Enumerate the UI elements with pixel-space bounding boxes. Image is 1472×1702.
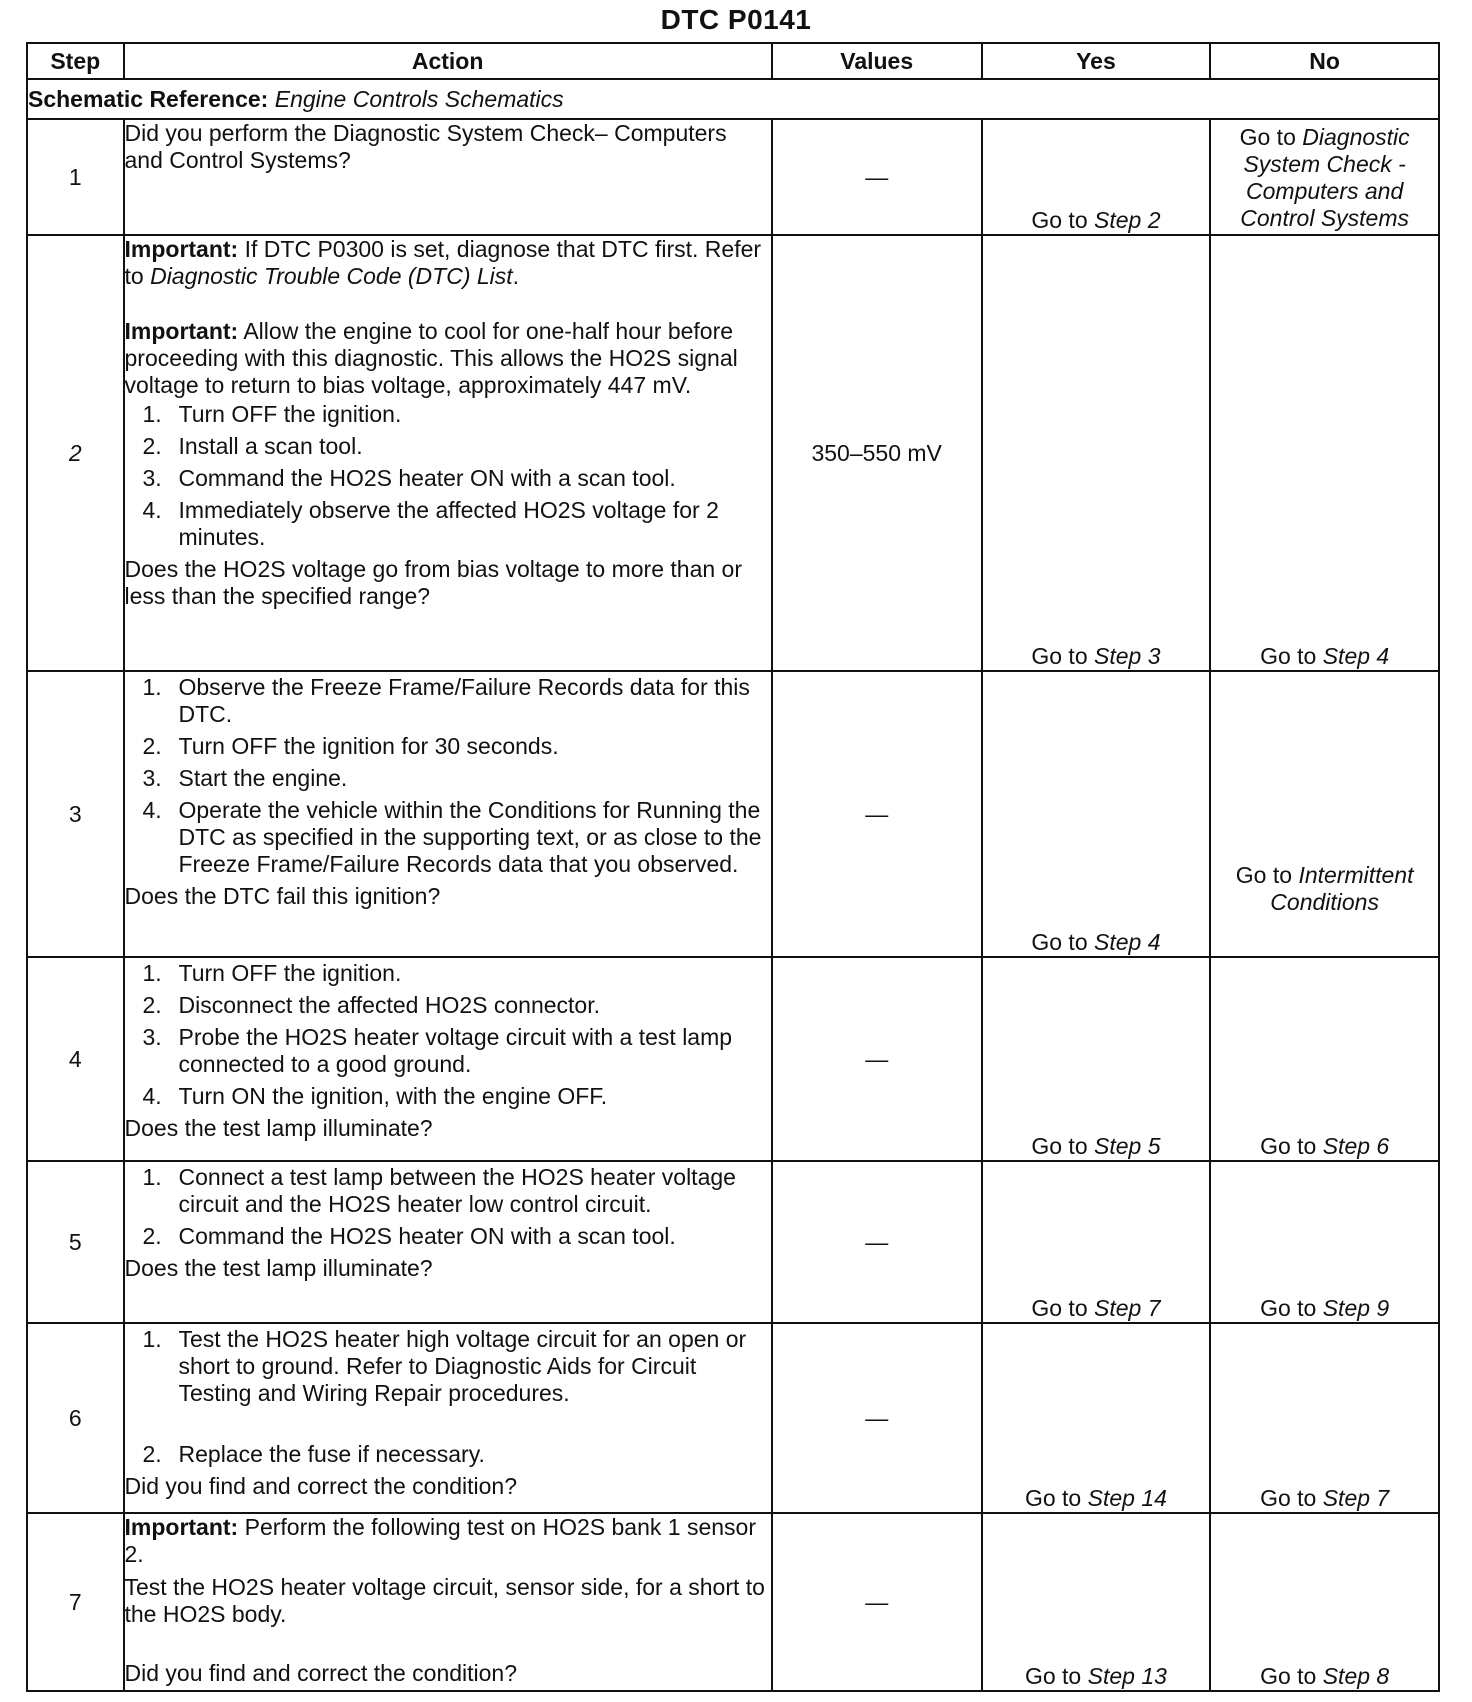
yes-link[interactable]: Step 14 bbox=[1087, 1485, 1167, 1511]
important-label: Important: bbox=[124, 236, 239, 262]
schematic-label: Schematic Reference: bbox=[28, 85, 269, 112]
no-link[interactable]: Step 7 bbox=[1322, 1485, 1390, 1511]
no-prefix: Go to bbox=[1260, 1295, 1317, 1321]
yes-prefix: Go to bbox=[1031, 929, 1088, 955]
list-item: 3. Probe the HO2S heater voltage circuit with a test lamp connected to a good ground. bbox=[142, 1024, 733, 1077]
schematic-reference-row bbox=[27, 79, 1439, 119]
no-cell bbox=[1210, 957, 1439, 1161]
list-item: 4. Immediately observe the affected HO2S voltage for 2 minutes. bbox=[142, 497, 719, 550]
important-text: Allow the engine to cool for one-half hour before proceeding with this diagnostic. This allows the HO2S signal voltage to return to bias voltage, approximately 447 mV. bbox=[124, 318, 738, 398]
list-item: 2. Disconnect the affected HO2S connector. bbox=[142, 992, 600, 1018]
list-item: 1. Connect a test lamp between the HO2S heater voltage circuit and the HO2S heater low control circuit. bbox=[142, 1164, 736, 1217]
step-number: 4 bbox=[27, 957, 124, 1161]
list-item: 1. Observe the Freeze Frame/Failure Records data for this DTC. bbox=[142, 674, 750, 727]
list-item: 3. Command the HO2S heater ON with a scan tool. bbox=[142, 465, 676, 491]
schematic-link[interactable]: Engine Controls Schematics bbox=[274, 85, 564, 112]
values-cell: — bbox=[772, 1161, 982, 1323]
list-item: 4. Turn ON the ignition, with the engine OFF. bbox=[142, 1083, 608, 1109]
question-text: Did you find and correct the condition? bbox=[124, 1473, 518, 1499]
action-text: Test the HO2S heater voltage circuit, sensor side, for a short to the HO2S body. bbox=[124, 1574, 765, 1627]
yes-prefix: Go to bbox=[1031, 207, 1088, 233]
table-row bbox=[27, 1161, 1439, 1323]
no-cell bbox=[1210, 235, 1439, 671]
no-prefix: Go to bbox=[1260, 643, 1317, 669]
table-row bbox=[27, 1323, 1439, 1513]
yes-prefix: Go to bbox=[1024, 1485, 1082, 1511]
yes-cell bbox=[982, 1513, 1211, 1691]
yes-cell bbox=[982, 1323, 1211, 1513]
yes-link[interactable]: Step 5 bbox=[1094, 1133, 1161, 1159]
page-title: DTC P0141 bbox=[660, 4, 812, 35]
important-text: If DTC P0300 is set, diagnose that DTC first. Refer to bbox=[124, 236, 762, 289]
header-no: No bbox=[1210, 43, 1439, 79]
no-cell bbox=[1210, 119, 1439, 235]
table-row bbox=[27, 119, 1439, 235]
values-cell: — bbox=[772, 957, 982, 1161]
list-item: 3. Start the engine. bbox=[142, 765, 348, 791]
no-prefix: Go to bbox=[1260, 1663, 1317, 1689]
action-cell bbox=[124, 957, 772, 1161]
question-text: Does the test lamp illuminate? bbox=[124, 1255, 433, 1281]
procedure-list bbox=[125, 1164, 771, 1250]
important-text: Perform the following test on HO2S bank 1 sensor 2. bbox=[124, 1514, 756, 1567]
yes-link[interactable]: Step 13 bbox=[1087, 1663, 1167, 1689]
yes-link[interactable]: Step 2 bbox=[1094, 207, 1161, 233]
table-row bbox=[27, 1513, 1439, 1691]
step-number: 5 bbox=[27, 1161, 124, 1323]
header-yes: Yes bbox=[982, 43, 1211, 79]
yes-prefix: Go to bbox=[1031, 1295, 1088, 1321]
yes-prefix: Go to bbox=[1024, 1663, 1082, 1689]
list-item: 2. Install a scan tool. bbox=[142, 433, 363, 459]
header-row bbox=[27, 43, 1439, 79]
diagnostic-table bbox=[26, 42, 1440, 1692]
question-text: Does the DTC fail this ignition? bbox=[124, 883, 441, 909]
header-values: Values bbox=[772, 43, 982, 79]
question-text: Does the HO2S voltage go from bias voltage to more than or less than the specified range? bbox=[124, 556, 742, 609]
values-cell: — bbox=[772, 119, 982, 235]
yes-link[interactable]: Step 3 bbox=[1094, 643, 1161, 669]
action-cell bbox=[124, 1323, 772, 1513]
step-number: 1 bbox=[27, 119, 124, 235]
procedure-list bbox=[125, 1326, 771, 1468]
values-cell: — bbox=[772, 671, 982, 957]
list-item: 2. Replace the fuse if necessary. bbox=[142, 1441, 485, 1467]
values-cell: 350–550 mV bbox=[772, 235, 982, 671]
important-note bbox=[125, 318, 771, 399]
values-cell: — bbox=[772, 1513, 982, 1691]
important-note bbox=[125, 236, 771, 290]
header-action: Action bbox=[124, 43, 772, 79]
no-prefix: Go to bbox=[1260, 1485, 1317, 1511]
yes-cell bbox=[982, 957, 1211, 1161]
list-item: 1. Turn OFF the ignition. bbox=[142, 401, 402, 427]
list-item: 1. Test the HO2S heater high voltage circuit for an open or short to ground. Refer to Diagnostic Aids for Circuit Testing and Wiring Repair procedures. bbox=[142, 1326, 747, 1406]
procedure-list bbox=[125, 960, 771, 1110]
no-link[interactable]: Diagnostic System Check - Computers and Control Systems bbox=[1240, 124, 1410, 231]
procedure-list bbox=[125, 401, 771, 551]
procedure-list bbox=[125, 674, 771, 878]
action-cell bbox=[124, 1161, 772, 1323]
important-label: Important: bbox=[124, 318, 239, 344]
action-cell bbox=[124, 1513, 772, 1691]
yes-cell bbox=[982, 235, 1211, 671]
table-row bbox=[27, 671, 1439, 957]
no-cell bbox=[1210, 1323, 1439, 1513]
dtc-list-link[interactable]: Diagnostic Trouble Code (DTC) List bbox=[150, 263, 513, 289]
yes-link[interactable]: Step 7 bbox=[1094, 1295, 1161, 1321]
values-cell: — bbox=[772, 1323, 982, 1513]
list-item: 2. Command the HO2S heater ON with a scan tool. bbox=[142, 1223, 676, 1249]
action-cell bbox=[124, 119, 772, 235]
table-row bbox=[27, 957, 1439, 1161]
action-cell bbox=[124, 671, 772, 957]
no-cell bbox=[1210, 671, 1439, 957]
yes-link[interactable]: Step 4 bbox=[1094, 929, 1161, 955]
step-number: 7 bbox=[27, 1513, 124, 1691]
question-text: Does the test lamp illuminate? bbox=[124, 1115, 433, 1141]
no-link[interactable]: Step 9 bbox=[1322, 1295, 1390, 1321]
action-text: Did you perform the Diagnostic System Check– Computers and Control Systems? bbox=[124, 120, 727, 173]
no-link[interactable]: Step 8 bbox=[1322, 1663, 1390, 1689]
list-item: 1. Turn OFF the ignition. bbox=[142, 960, 402, 986]
step-number: 6 bbox=[27, 1323, 124, 1513]
list-item: 2. Turn OFF the ignition for 30 seconds. bbox=[142, 733, 559, 759]
no-cell bbox=[1210, 1513, 1439, 1691]
table-row bbox=[27, 235, 1439, 671]
action-cell bbox=[124, 235, 772, 671]
no-prefix: Go to bbox=[1260, 1133, 1317, 1159]
no-link[interactable]: Step 6 bbox=[1322, 1133, 1390, 1159]
yes-cell bbox=[982, 671, 1211, 957]
schematic-reference bbox=[27, 79, 1439, 119]
question-text: Did you find and correct the condition? bbox=[124, 1660, 518, 1686]
yes-prefix: Go to bbox=[1031, 643, 1088, 669]
important-label: Important: bbox=[124, 1514, 239, 1540]
important-note bbox=[125, 1514, 771, 1568]
step-number: 2 bbox=[27, 235, 124, 671]
no-cell bbox=[1210, 1161, 1439, 1323]
no-link[interactable]: Intermittent Conditions bbox=[1270, 862, 1414, 915]
no-prefix: Go to bbox=[1235, 862, 1293, 888]
no-prefix: Go to bbox=[1239, 124, 1296, 150]
list-item: 4. Operate the vehicle within the Conditions for Running the DTC as specified in the supporting text, or as close to the Freeze Frame/Failure Records data that you observed. bbox=[142, 797, 762, 877]
yes-cell bbox=[982, 1161, 1211, 1323]
yes-prefix: Go to bbox=[1031, 1133, 1088, 1159]
important-end: . bbox=[512, 263, 520, 289]
yes-cell bbox=[982, 119, 1211, 235]
no-link[interactable]: Step 4 bbox=[1322, 643, 1390, 669]
header-step: Step bbox=[27, 43, 124, 79]
step-number: 3 bbox=[27, 671, 124, 957]
